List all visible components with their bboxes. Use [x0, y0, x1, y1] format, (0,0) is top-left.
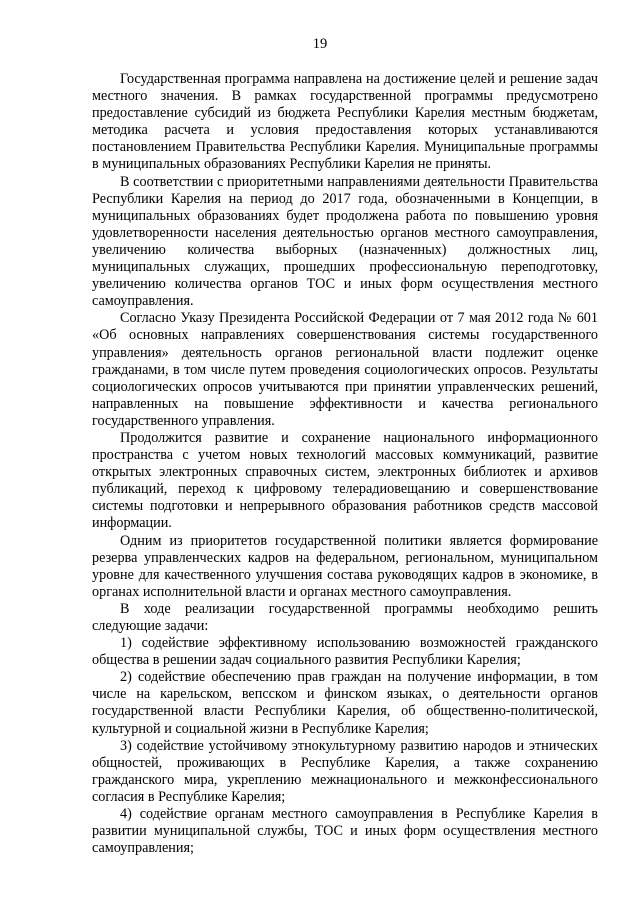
paragraph-information-space: Продолжится развитие и сохранение национального информационного пространства с учетом новых технологий массовых коммуникаций, развитие открытых электронных справочных систем, электронных библиотек и архивов публикаций, переход к цифровому телерадиовещанию и совершенствование системы подготовки и непрерывного образования работников средств массовой информации. — [92, 429, 598, 532]
list-item-task-1: 1) содействие эффективному использованию возможностей гражданского общества в решении задач социального развития Республики Карелия; — [92, 635, 598, 669]
paragraph-personnel-reserve: Одним из приоритетов государственной политики является формирование резерва управленческих кадров на федеральном, региональном, муниципальном уровне для качественного улучшения состава руководящих кадров в экономике, в органах исполнительной власти и органах местного самоуправления. — [92, 532, 598, 600]
page-number: 19 — [312, 36, 328, 52]
list-item-task-4: 4) содействие органам местного самоуправления в Республике Карелия в развитии муниципальной службы, ТОС и иных форм осуществления местного самоуправления; — [92, 806, 598, 857]
list-item-task-3: 3) содействие устойчивому этнокультурному развитию народов и этнических общностей, проживающих в Республике Карелия, а также сохранению гражданского мира, укреплению межнационального и межконфессионального согласия в Республике Карелия; — [92, 737, 598, 805]
document-body — [92, 71, 598, 857]
paragraph-program-goals: Государственная программа направлена на достижение целей и решение задач местного значения. В рамках государственной программы предусмотрено предоставление субсидий из бюджета Республики Карелия местным бюджетам, методика расчета и условия предоставления которых устанавливаются постановлением Правительства Республики Карелия. Муниципальные программы в муниципальных образованиях Республики Карелия не приняты. — [92, 71, 598, 173]
list-item-task-2: 2) содействие обеспечению прав граждан на получение информации, в том числе на карельском, вепсском и финском языках, о деятельности органов государственной власти Республики Карелия, об общественно-политической, культурной и социальной жизни в Республике Карелия; — [92, 669, 598, 737]
paragraph-tasks-intro: В ходе реализации государственной программы необходимо решить следующие задачи: — [92, 600, 598, 634]
paragraph-presidential-decree: Согласно Указу Президента Российской Федерации от 7 мая 2012 года № 601 «Об основных направлениях совершенствования системы государственного управления» деятельность органов региональной власти подлежит оценке гражданами, в том числе путем проведения социологических опросов. Результаты социологических опросов учитываются при принятии управленческих решений, направленных на повышение эффективности и качества регионального государственного управления. — [92, 310, 598, 429]
paragraph-priority-directions: В соответствии с приоритетными направлениями деятельности Правительства Республики Карелия на период до 2017 года, обозначенными в Концепции, в муниципальных образованиях будет продолжена работа по повышению уровня удовлетворенности населения деятельностью органов местного самоуправления, увеличению количества выборных (назначенных) должностных лиц, муниципальных служащих, прошедших профессиональную переподготовку, увеличению количества органов ТОС и иных форм осуществления местного самоуправления. — [92, 173, 598, 310]
